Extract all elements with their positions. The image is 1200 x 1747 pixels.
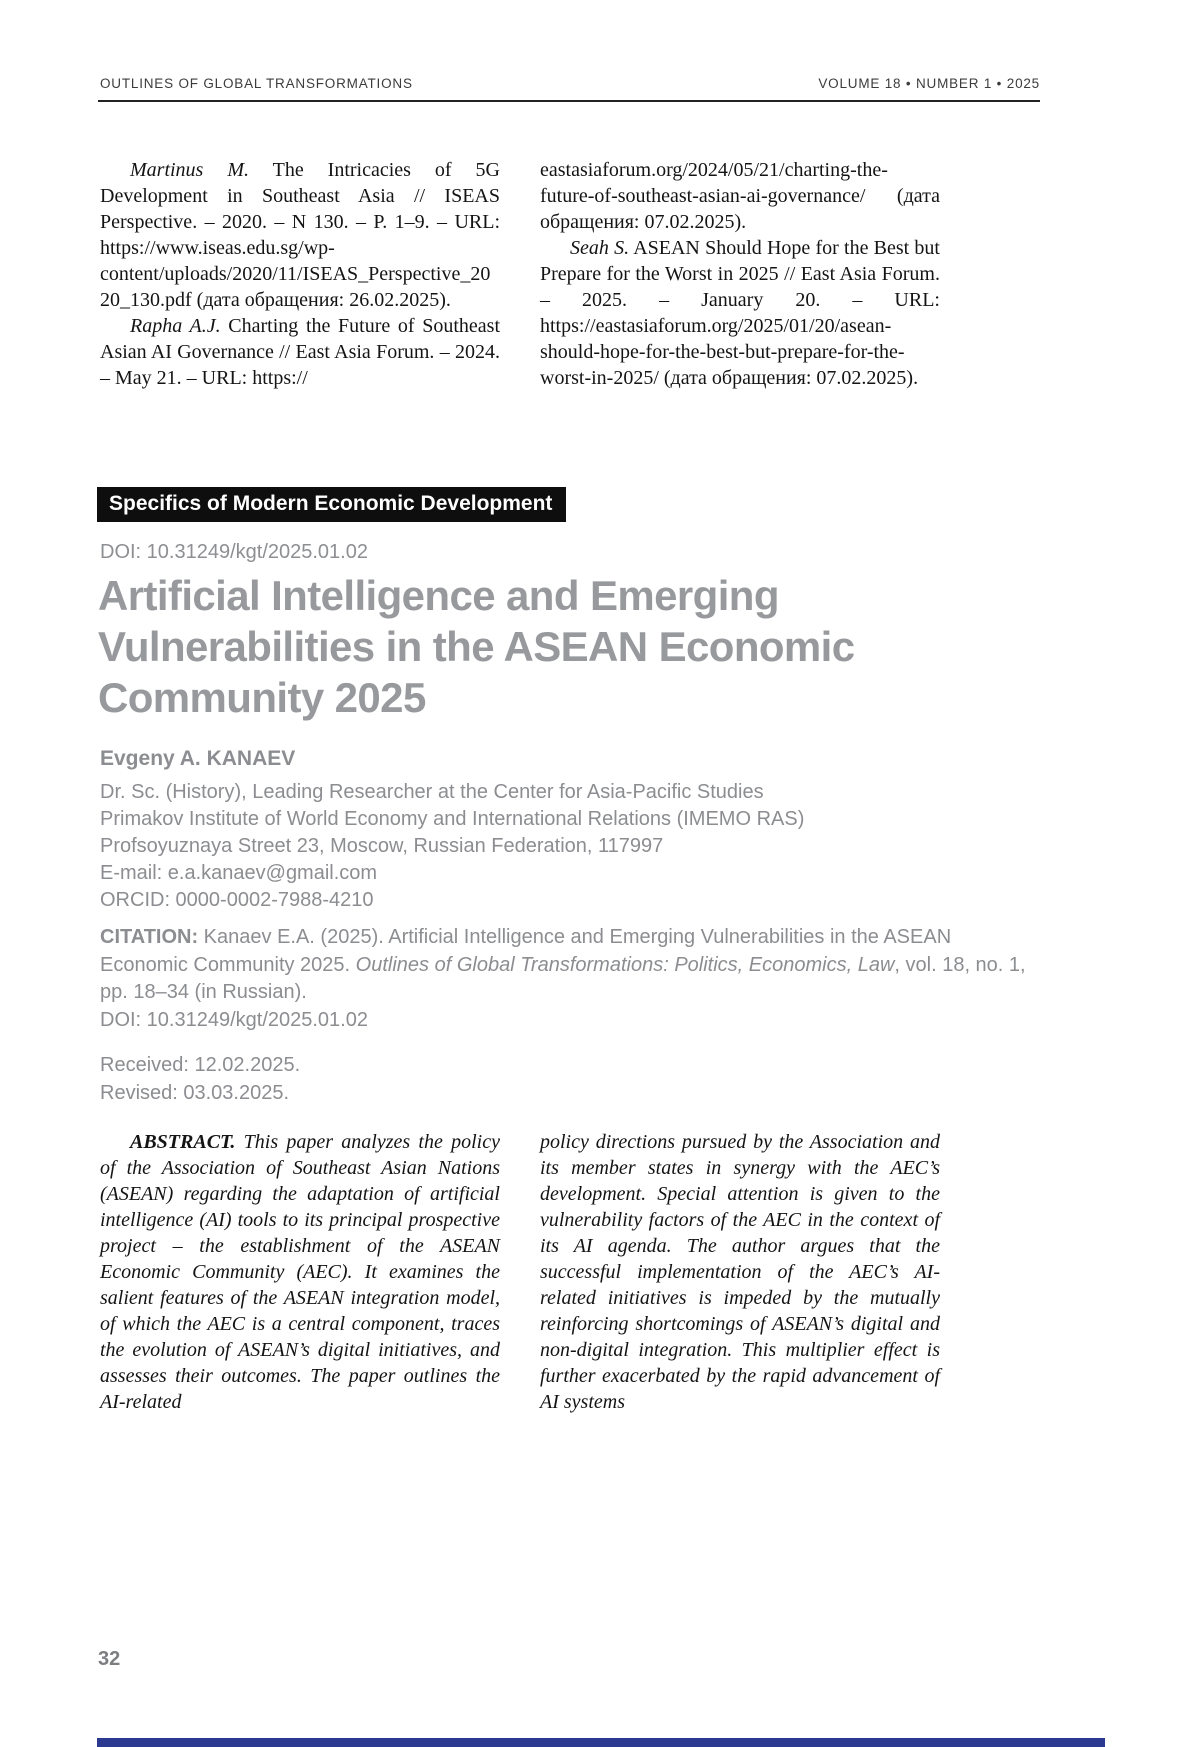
citation-block	[100, 924, 1030, 1034]
references-section	[100, 157, 940, 391]
citation-label: CITATION:	[100, 926, 199, 948]
citation-text	[100, 924, 1030, 1007]
article-title-line: Vulnerabilities in the ASEAN Economic	[98, 623, 855, 670]
reference-author: Seah S.	[570, 237, 630, 259]
reference-entry	[100, 157, 500, 313]
reference-author: Rapha A.J.	[130, 315, 221, 337]
article-title-line: Community 2025	[98, 674, 426, 721]
reference-text: ASEAN Should Hope for the Best but Prepare for the Worst in 2025 // East Asia Forum. – 2025. – January 20. – URL: https://eastasiaforum.org/2025/01/20/asean-should-hope-for-the-best-but-prepare-for-the-worst-in-2025/ (дата обращения: 07.02.2025).	[540, 237, 940, 389]
author-orcid: ORCID: 0000-0002-7988-4210	[100, 889, 374, 911]
abstract-section	[100, 1129, 940, 1415]
section-banner-label: Specifics of Modern Economic Development	[109, 492, 553, 515]
received-date: Received: 12.02.2025.	[100, 1054, 301, 1076]
reference-author: Martinus M.	[130, 159, 249, 181]
citation-body: Kanaev E.A. (2025). Artificial Intelligence and Emerging Vulnerabilities in the ASEAN Economic Community 2025.	[100, 926, 952, 976]
reference-text: The Intricacies of 5G Development in Southeast Asia // ISEAS Perspective. – 2020. – N 130. – P. 1–9. – URL: https://www.iseas.edu.sg/wp-content/uploads/2020/11/ISEAS_Perspective_2020_130.pdf (дата обращения: 26.02.2025).	[100, 159, 501, 311]
abstract-right-column: policy directions pursued by the Association and its member states in synergy with the AEC’s development. Special attention is given to the vulnerability factors of the AEC in the context of its AI agenda. The author argues that the successful implementation of the AEC’s AI-related initiatives is impeded by the mutually reinforcing shortcomings of ASEAN’s digital and non-digital integration. This multiplier effect is further exacerbated by the rapid advancement of AI systems	[540, 1131, 940, 1413]
reference-entry	[100, 313, 500, 391]
references-right-column	[540, 157, 940, 391]
author-affiliation-block	[100, 779, 1040, 914]
citation-journal-name: Outlines of Global Transformations: Politics, Economics, Law	[355, 953, 895, 976]
references-left-column	[100, 157, 500, 391]
revised-date: Revised: 03.03.2025.	[100, 1082, 290, 1104]
reference-text: Charting the Future of Southeast Asian AI Governance // East Asia Forum. – 2024. – May 21. – URL: https://	[100, 315, 501, 389]
article-title-line: Artificial Intelligence and Emerging	[98, 572, 779, 619]
issue-info: VOLUME 18 • NUMBER 1 • 2025	[818, 76, 1040, 91]
author-address: Profsoyuznaya Street 23, Moscow, Russian Federation, 117997	[100, 835, 664, 857]
journal-name: OUTLINES OF GLOBAL TRANSFORMATIONS	[100, 76, 413, 91]
article-title	[98, 570, 1018, 723]
reference-continuation: eastasiaforum.org/2024/05/21/charting-the-future-of-southeast-asian-ai-governance/ (дата обращения: 07.02.2025).	[540, 159, 940, 233]
abstract-text-left: This paper analyzes the policy of the Association of Southeast Asian Nations (ASEAN) regarding the adaptation of artificial intelligence (AI) tools to its principal prospective project – the establishment of the ASEAN Economic Community (AEC). It examines the salient features of the ASEAN integration model, of which the AEC is a central component, traces the evolution of ASEAN’s digital initiatives, and assesses their outcomes. The paper outlines the AI-related	[100, 1131, 500, 1413]
article-doi: DOI: 10.31249/kgt/2025.01.02	[100, 541, 368, 563]
author-institution: Primakov Institute of World Economy and International Relations (IMEMO RAS)	[100, 808, 805, 830]
section-banner	[97, 487, 566, 522]
citation-body-tail: , vol. 18, no. 1, pp. 18–34 (in Russian).	[100, 953, 1026, 1003]
abstract-left-column	[100, 1129, 500, 1415]
abstract-label: ABSTRACT.	[130, 1131, 236, 1153]
citation-doi: DOI: 10.31249/kgt/2025.01.02	[100, 1008, 368, 1031]
running-head	[100, 76, 1040, 91]
header-rule	[98, 100, 1040, 102]
reference-entry	[540, 235, 940, 391]
page-number: 32	[98, 1648, 121, 1670]
author-name: Evgeny A. KANAEV	[100, 747, 296, 770]
footer-accent-bar	[97, 1738, 1105, 1747]
dates-block	[100, 1051, 300, 1107]
author-email: E-mail: e.a.kanaev@gmail.com	[100, 862, 378, 884]
author-degree: Dr. Sc. (History), Leading Researcher at the Center for Asia-Pacific Studies	[100, 781, 764, 803]
